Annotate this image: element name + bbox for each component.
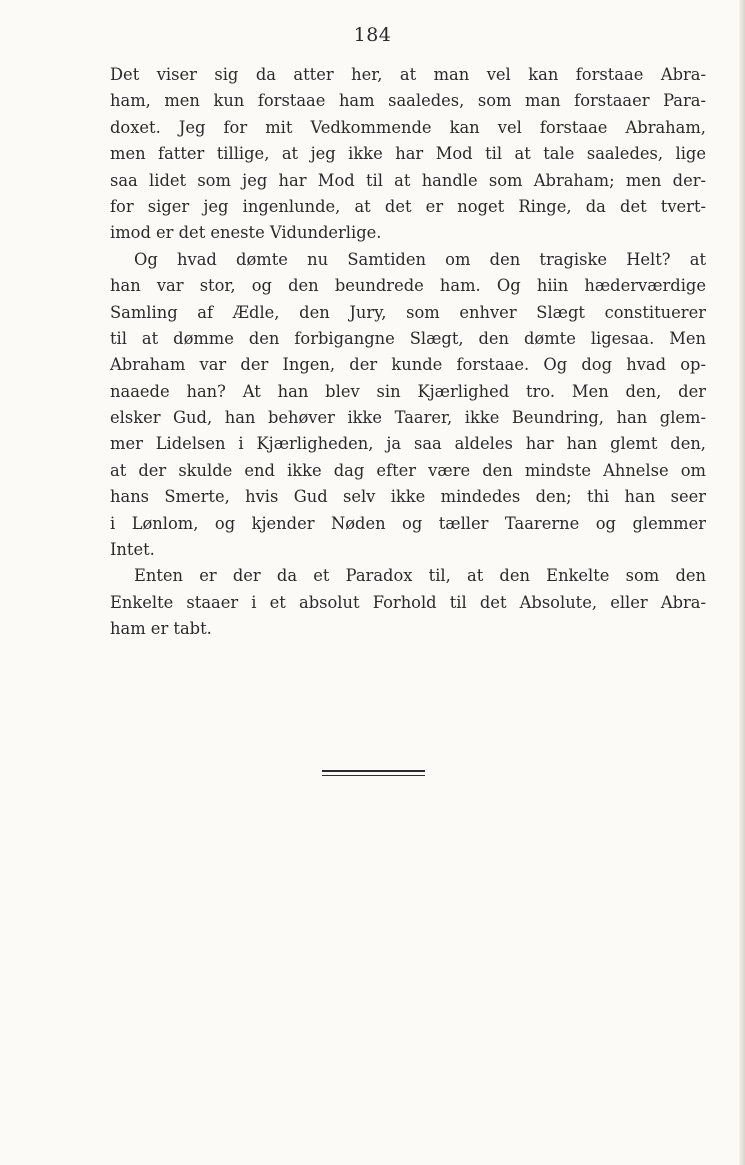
text-line: elsker Gud, han behøver ikke Taarer, ikke Beundring, han glem- <box>110 408 706 428</box>
text-line: Det viser sig da atter her, at man vel kan forstaae Abra- <box>110 65 706 84</box>
text-line: Abraham var der Ingen, der kunde forstaae. Og dog hvad op- <box>110 355 706 375</box>
text-line: ham, men kun forstaae ham saaledes, som man forstaaer Para- <box>110 91 706 111</box>
text-line: doxet. Jeg for mit Vedkommende kan vel forstaae Abraham, <box>110 117 706 137</box>
text-line: Og hvad dømte nu Samtiden om den tragiske Helt? at <box>134 249 706 269</box>
text-line: men fatter tillige, at jeg ikke har Mod til at tale saaledes, lige <box>110 144 706 164</box>
text-line: ham er tabt. <box>110 619 212 639</box>
text-line: han var stor, og den beundrede ham. Og hiin hæderværdige <box>110 276 706 296</box>
text-line: mer Lidelsen i Kjærligheden, ja saa aldeles har han glemt den, <box>110 434 706 454</box>
text-line: imod er det eneste Vidunderlige. <box>110 223 382 243</box>
text-line: for siger jeg ingenlunde, at det er noget Ringe, da det tvert- <box>110 196 706 216</box>
text-line: naaede han? At han blev sin Kjærlighed tro. Men den, der <box>110 381 706 401</box>
text-line: Samling af Ædle, den Jury, som enhver Slægt constituerer <box>110 302 706 322</box>
text-line: til at dømme den forbigangne Slægt, den dømte ligesaa. Men <box>110 328 706 348</box>
text-line: Enten er der da et Paradox til, at den Enkelte som den <box>134 566 706 586</box>
text-line: Enkelte staaer i et absolut Forhold til det Absolute, eller Abra- <box>110 592 706 612</box>
page-edge <box>739 0 745 1165</box>
body-text <box>110 62 706 643</box>
text-line: Intet. <box>110 540 155 560</box>
text-line: at der skulde end ikke dag efter være den mindste Ahnelse om <box>110 460 706 480</box>
text-line: i Lønlom, og kjender Nøden og tæller Taarerne og glemmer <box>110 513 706 533</box>
end-rule-thick <box>322 770 425 772</box>
text-line: hans Smerte, hvis Gud selv ikke mindedes den; thi han seer <box>110 487 706 507</box>
page-number: 184 <box>353 24 392 46</box>
text-line: saa lidet som jeg har Mod til at handle som Abraham; men der- <box>110 170 706 190</box>
end-rule-thin <box>322 775 425 776</box>
